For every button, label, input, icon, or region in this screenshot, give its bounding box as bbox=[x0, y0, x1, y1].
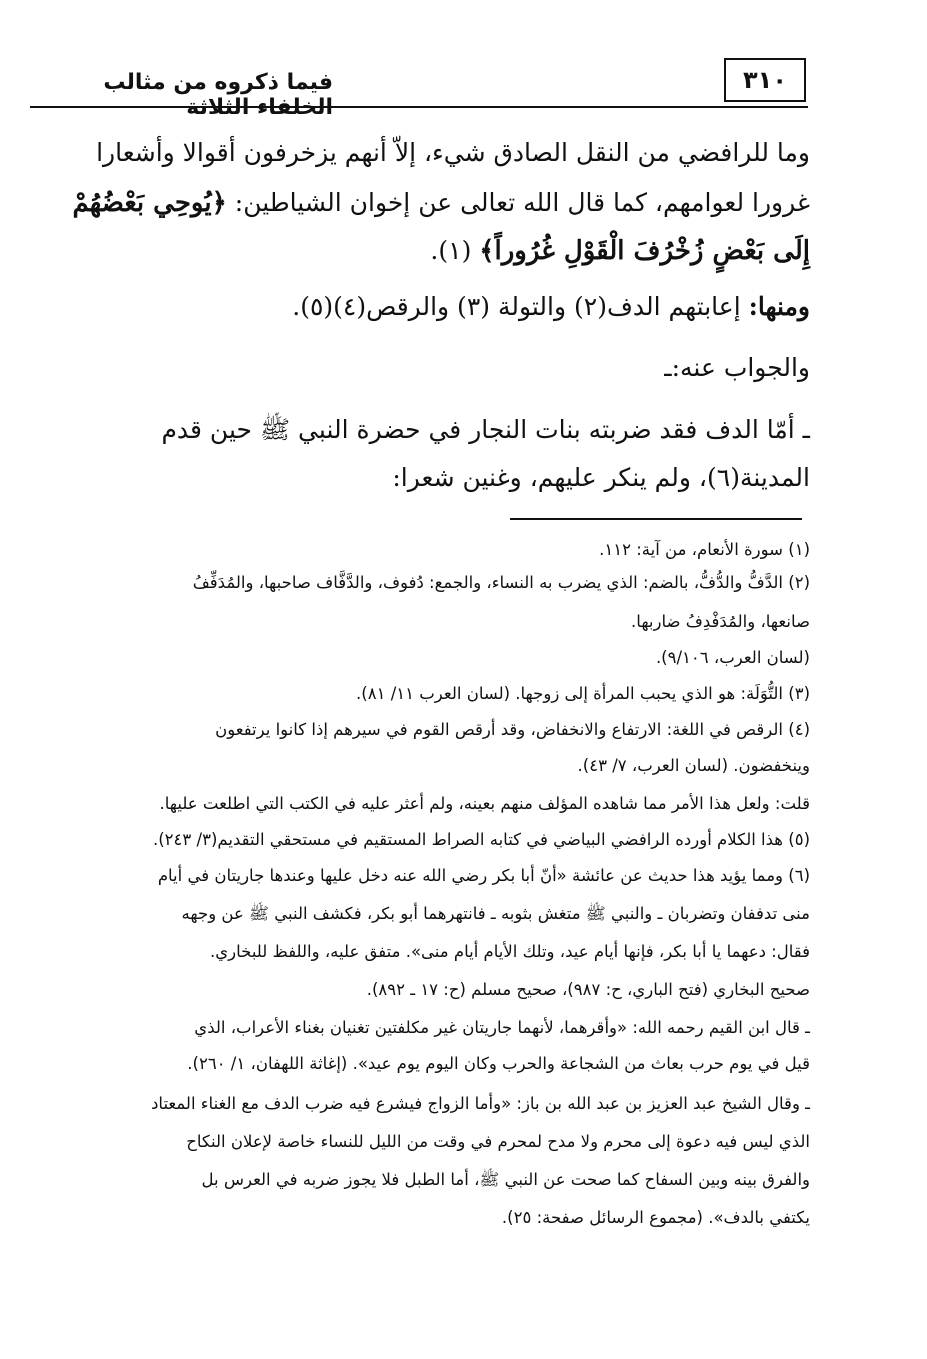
running-title: فيما ذكروه من مثالب الخلفاء الثلاثة bbox=[103, 70, 333, 120]
footnote-4-line-2: وينخفضون. (لسان العرب، ٧/ ٤٣). bbox=[577, 756, 810, 775]
page-number: ٣١٠ bbox=[724, 58, 806, 102]
footnote-1: (١) سورة الأنعام، من آية: ١١٢. bbox=[599, 540, 810, 559]
body-line-1: وما للرافضي من النقل الصادق شيء، إلاّ أنهم يزخرفون أقوالا وأشعارا bbox=[96, 138, 810, 167]
footnote-divider bbox=[510, 518, 802, 520]
body-line-3 bbox=[42, 236, 810, 266]
body-line-5: والجواب عنه:ـ bbox=[664, 353, 810, 382]
footnote-6-line-8: الذي ليس فيه دعوة إلى محرم ولا مدح لمحرم في وقت من الليل للنساء خاصة لإعلان النكاح bbox=[186, 1132, 810, 1151]
footnote-6-line-10: يكتفي بالدف». (مجموع الرسائل صفحة: ٢٥). bbox=[501, 1208, 810, 1227]
footnote-6-line-9: والفرق بينه وبين السفاح كما صحت عن النبي ﷺ، أما الطبل فلا يجوز ضربه في العرس بل bbox=[201, 1170, 810, 1189]
body-line-7: المدينة(٦)، ولم ينكر عليهم، وغنين شعرا: bbox=[392, 463, 810, 492]
footnote-6-line-2: منى تدففان وتضربان ـ والنبي ﷺ متغش بثوبه ـ فانتهرهما أبو بكر، فكشف النبي ﷺ عن وجهه bbox=[181, 904, 810, 923]
section-lead: ومنها: bbox=[748, 292, 810, 321]
footnote-6-line-5: ـ قال ابن القيم رحمه الله: «وأقرهما، لأنهما جاريتان غير مكلفتين تغنيان بغناء الأعراب، الذي bbox=[194, 1018, 810, 1037]
body-line-6: ـ أمّا الدف فقد ضربته بنات النجار في حضرة النبي ﷺ حين قدم bbox=[161, 415, 810, 444]
body-line-2-text: غرورا لعوامهم، كما قال الله تعالى عن إخوان الشياطين: bbox=[234, 188, 810, 217]
footnote-6-line-3: فقال: دعهما يا أبا بكر، فإنها أيام عيد، وتلك الأيام أيام منى». متفق عليه، واللفظ للبخاري. bbox=[210, 942, 810, 961]
footnote-4-line-1: (٤) الرقص في اللغة: الارتفاع والانخفاض، وقد أرقص القوم في سيرهم إذا كانوا يرتفعون bbox=[215, 720, 810, 739]
quran-verse-start: ﴿يُوحِي بَعْضُهُمْ bbox=[72, 188, 227, 218]
body-line-2 bbox=[42, 188, 810, 218]
footnote-6-line-7: ـ وقال الشيخ عبد العزيز بن عبد الله بن باز: «وأما الزواج فيشرع فيه ضرب الدف مع الغناء المعتاد bbox=[151, 1094, 810, 1113]
footnote-2-line-1: (٢) الدَّفُّ والدُّفُّ، بالضم: الذي يضرب به النساء، والجمع: دُفوف، والدَّفَّاف صاحبها، والمُدَفِّفُ bbox=[192, 573, 810, 592]
footnote-3: (٣) التُّوَلَة: هو الذي يحبب المرأة إلى زوجها. (لسان العرب ١١/ ٨١). bbox=[356, 684, 810, 703]
footnote-5: (٥) هذا الكلام أورده الرافضي البياضي في كتابه الصراط المستقيم في مستحقي التقديم(٣/ ٢٤٣). bbox=[152, 830, 810, 849]
body-line-4 bbox=[42, 292, 810, 321]
footnote-2-line-3: (لسان العرب، ٩/١٠٦). bbox=[655, 648, 810, 667]
footnote-6-line-6: قيل في يوم حرب بعاث من الشجاعة والحرب وكان اليوم يوم عيد». (إغاثة اللهفان، ١/ ٢٦٠). bbox=[187, 1054, 810, 1073]
footnote-4-line-3: قلت: ولعل هذا الأمر مما شاهده المؤلف منهم بعينه، ولم أعثر عليه في الكتب التي اطلعت عليها. bbox=[159, 794, 810, 813]
body-line-4-text: إعابتهم الدف(٢) والتولة (٣) والرقص(٤)(٥). bbox=[292, 292, 741, 321]
quran-verse-end: إِلَى بَعْضٍ زُخْرُفَ الْقَوْلِ غُرُوراً﴾ bbox=[479, 236, 810, 266]
header-divider bbox=[30, 106, 808, 108]
footnote-ref-1: (١). bbox=[430, 236, 472, 265]
footnote-6-line-1: (٦) ومما يؤيد هذا حديث عن عائشة «أنّ أبا بكر رضي الله عنه دخل عليها وعندها جاريتان في أيام bbox=[157, 866, 810, 885]
footnote-6-line-4: صحيح البخاري (فتح الباري، ح: ٩٨٧)، صحيح مسلم (ح: ١٧ ـ ٨٩٢). bbox=[366, 980, 810, 999]
footnote-2-line-2: صانعها، والمُدَفْدِفُ ضاربها. bbox=[631, 612, 810, 631]
